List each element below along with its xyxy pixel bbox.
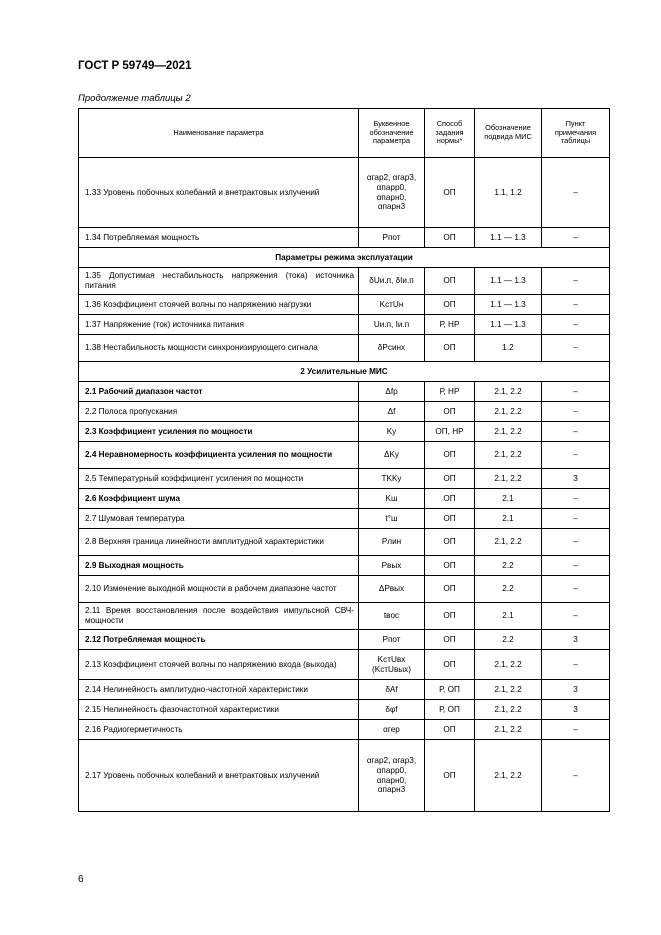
norm-method: ОП: [425, 228, 475, 248]
parameter-symbol: δφf: [359, 700, 425, 720]
parameters-table: [78, 108, 610, 812]
table-row: [79, 295, 610, 315]
parameter-name: 2.2 Полоса пропускания: [79, 402, 359, 422]
parameter-name: 2.12 Потребляемая мощность: [79, 630, 359, 650]
note-ref: –: [542, 402, 610, 422]
note-ref: 3: [542, 700, 610, 720]
table-row: [79, 158, 610, 228]
norm-method: Р, НР: [425, 382, 475, 402]
section-row: [79, 362, 610, 382]
parameter-name: 2.7 Шумовая температура: [79, 509, 359, 529]
table-row: [79, 556, 610, 576]
mis-subtype: 1.1 — 1.3: [475, 315, 542, 335]
norm-method: ОП: [425, 268, 475, 295]
parameter-symbol: Kу: [359, 422, 425, 442]
note-ref: –: [542, 509, 610, 529]
note-ref: –: [542, 740, 610, 812]
norm-method: Р, НР: [425, 315, 475, 335]
header-symbol: Буквенное обозначение параметра: [359, 109, 425, 158]
section-row: [79, 248, 610, 268]
parameter-name: 2.9 Выходная мощность: [79, 556, 359, 576]
page-number: 6: [78, 874, 84, 885]
mis-subtype: 1.1 — 1.3: [475, 268, 542, 295]
parameter-symbol: Pпот: [359, 630, 425, 650]
table-row: [79, 315, 610, 335]
norm-method: ОП: [425, 740, 475, 812]
parameter-name: 2.17 Уровень побочных колебаний и внетрактовых излучений: [79, 740, 359, 812]
norm-method: Р, ОП: [425, 700, 475, 720]
mis-subtype: 1.2: [475, 335, 542, 362]
table-row: [79, 402, 610, 422]
parameter-name: 2.5 Температурный коэффициент усиления по мощности: [79, 469, 359, 489]
mis-subtype: 2.1: [475, 603, 542, 630]
parameter-name: 2.4 Неравномерность коэффициента усиления по мощности: [79, 442, 359, 469]
norm-method: ОП: [425, 469, 475, 489]
parameter-symbol: KстUвх (KстUвых): [359, 650, 425, 680]
parameter-symbol: δPсинх: [359, 335, 425, 362]
parameter-name: 2.15 Нелинейность фазочастотной характеристики: [79, 700, 359, 720]
document-title: ГОСТ Р 59749—2021: [78, 60, 192, 72]
header-subtype: Обозначение подвида МИС: [475, 109, 542, 158]
mis-subtype: 2.1, 2.2: [475, 382, 542, 402]
header-note: Пункт примечания таблицы: [542, 109, 610, 158]
parameter-symbol: tвос: [359, 603, 425, 630]
table-row: [79, 509, 610, 529]
section-heading: 2 Усилительные МИС: [79, 362, 610, 382]
parameter-name: 1.36 Коэффициент стоячей волны по напряжению нагрузки: [79, 295, 359, 315]
parameter-symbol: Pлин: [359, 529, 425, 556]
norm-method: ОП, НР: [425, 422, 475, 442]
note-ref: –: [542, 603, 610, 630]
parameter-symbol: ΔKу: [359, 442, 425, 469]
table-row: [79, 576, 610, 603]
note-ref: –: [542, 228, 610, 248]
mis-subtype: 2.1: [475, 489, 542, 509]
note-ref: –: [542, 720, 610, 740]
parameter-symbol: Pпот: [359, 228, 425, 248]
table-row: [79, 680, 610, 700]
norm-method: ОП: [425, 576, 475, 603]
norm-method: ОП: [425, 509, 475, 529]
note-ref: 3: [542, 469, 610, 489]
parameter-symbol: TKKу: [359, 469, 425, 489]
parameter-symbol: Pвых: [359, 556, 425, 576]
table-row: [79, 382, 610, 402]
norm-method: ОП: [425, 630, 475, 650]
note-ref: 3: [542, 680, 610, 700]
mis-subtype: 1.1 — 1.3: [475, 228, 542, 248]
note-ref: –: [542, 442, 610, 469]
mis-subtype: 2.1: [475, 509, 542, 529]
header-method: Способ задания нормы*: [425, 109, 475, 158]
norm-method: ОП: [425, 442, 475, 469]
table-row: [79, 469, 610, 489]
parameter-name: 2.14 Нелинейность амплитудно-частотной характеристики: [79, 680, 359, 700]
note-ref: –: [542, 158, 610, 228]
table-row: [79, 650, 610, 680]
note-ref: –: [542, 315, 610, 335]
section-heading: Параметры режима эксплуатации: [79, 248, 610, 268]
parameter-symbol: [359, 740, 425, 812]
mis-subtype: 2.1, 2.2: [475, 700, 542, 720]
mis-subtype: 2.1, 2.2: [475, 469, 542, 489]
mis-subtype: 2.1, 2.2: [475, 442, 542, 469]
table-row: [79, 228, 610, 248]
mis-subtype: 1.1 — 1.3: [475, 295, 542, 315]
parameter-symbol: KстUн: [359, 295, 425, 315]
parameter-symbol: Δf: [359, 402, 425, 422]
parameter-name: 2.6 Коэффициент шума: [79, 489, 359, 509]
note-ref: –: [542, 295, 610, 315]
symbol-text: αгар2, αгар3, αпарр0, αпарн0, αпарн3: [366, 173, 417, 212]
parameter-symbol: ΔPвых: [359, 576, 425, 603]
mis-subtype: 2.1, 2.2: [475, 740, 542, 812]
table-row: [79, 740, 610, 812]
symbol-text: αгар2, αгар3, αпарр0, αпарн0, αпарн3: [366, 756, 417, 795]
parameter-name: 2.13 Коэффициент стоячей волны по напряжению входа (выхода): [79, 650, 359, 680]
header-parameter-name: Наименование параметра: [79, 109, 359, 158]
norm-method: ОП: [425, 295, 475, 315]
mis-subtype: 2.1, 2.2: [475, 650, 542, 680]
mis-subtype: 2.2: [475, 630, 542, 650]
table-row: [79, 422, 610, 442]
parameter-name: 2.11 Время восстановления после воздействия импульсной СВЧ-мощности: [79, 603, 359, 630]
mis-subtype: 2.1, 2.2: [475, 720, 542, 740]
table-row: [79, 489, 610, 509]
parameter-name: 2.1 Рабочий диапазон частот: [79, 382, 359, 402]
norm-method: ОП: [425, 158, 475, 228]
note-ref: –: [542, 382, 610, 402]
note-ref: –: [542, 422, 610, 442]
parameter-symbol: Uи.п, Iи.п: [359, 315, 425, 335]
parameter-symbol: Kш: [359, 489, 425, 509]
norm-method: ОП: [425, 489, 475, 509]
table-row: [79, 335, 610, 362]
note-ref: –: [542, 529, 610, 556]
parameter-name: 2.10 Изменение выходной мощности в рабочем диапазоне частот: [79, 576, 359, 603]
table-row: [79, 603, 610, 630]
norm-method: ОП: [425, 529, 475, 556]
table-row: [79, 630, 610, 650]
parameter-symbol: Δfр: [359, 382, 425, 402]
parameter-name: 1.34 Потребляемая мощность: [79, 228, 359, 248]
norm-method: ОП: [425, 603, 475, 630]
norm-method: ОП: [425, 335, 475, 362]
table-row: [79, 268, 610, 295]
table-caption: Продолжение таблицы 2: [78, 93, 191, 104]
note-ref: –: [542, 268, 610, 295]
parameter-symbol: t°ш: [359, 509, 425, 529]
parameter-symbol: δUи.п, δIи.п: [359, 268, 425, 295]
mis-subtype: 2.2: [475, 576, 542, 603]
parameter-name: 1.38 Нестабильность мощности синхронизирующего сигнала: [79, 335, 359, 362]
note-ref: 3: [542, 630, 610, 650]
note-ref: –: [542, 576, 610, 603]
mis-subtype: 2.2: [475, 556, 542, 576]
mis-subtype: 2.1, 2.2: [475, 422, 542, 442]
parameter-name: 2.3 Коэффициент усиления по мощности: [79, 422, 359, 442]
parameter-name: 1.35 Допустимая нестабильность напряжения (тока) источника питания: [79, 268, 359, 295]
parameter-name: 1.33 Уровень побочных колебаний и внетрактовых излучений: [79, 158, 359, 228]
table-row: [79, 720, 610, 740]
parameter-name: 2.8 Верхняя граница линейности амплитудной характеристики: [79, 529, 359, 556]
table-row: [79, 442, 610, 469]
parameter-symbol: δAf: [359, 680, 425, 700]
mis-subtype: 1.1, 1.2: [475, 158, 542, 228]
note-ref: –: [542, 489, 610, 509]
parameter-symbol: [359, 158, 425, 228]
mis-subtype: 2.1, 2.2: [475, 529, 542, 556]
note-ref: –: [542, 556, 610, 576]
table-header-row: [79, 109, 610, 158]
parameter-name: 1.37 Напряжение (ток) источника питания: [79, 315, 359, 335]
norm-method: ОП: [425, 402, 475, 422]
parameter-name: 2.16 Радиогерметичность: [79, 720, 359, 740]
norm-method: Р, ОП: [425, 680, 475, 700]
mis-subtype: 2.1, 2.2: [475, 402, 542, 422]
norm-method: ОП: [425, 650, 475, 680]
norm-method: ОП: [425, 556, 475, 576]
note-ref: –: [542, 335, 610, 362]
norm-method: ОП: [425, 720, 475, 740]
parameter-symbol: αгер: [359, 720, 425, 740]
table-row: [79, 700, 610, 720]
table-row: [79, 529, 610, 556]
note-ref: –: [542, 650, 610, 680]
mis-subtype: 2.1, 2.2: [475, 680, 542, 700]
